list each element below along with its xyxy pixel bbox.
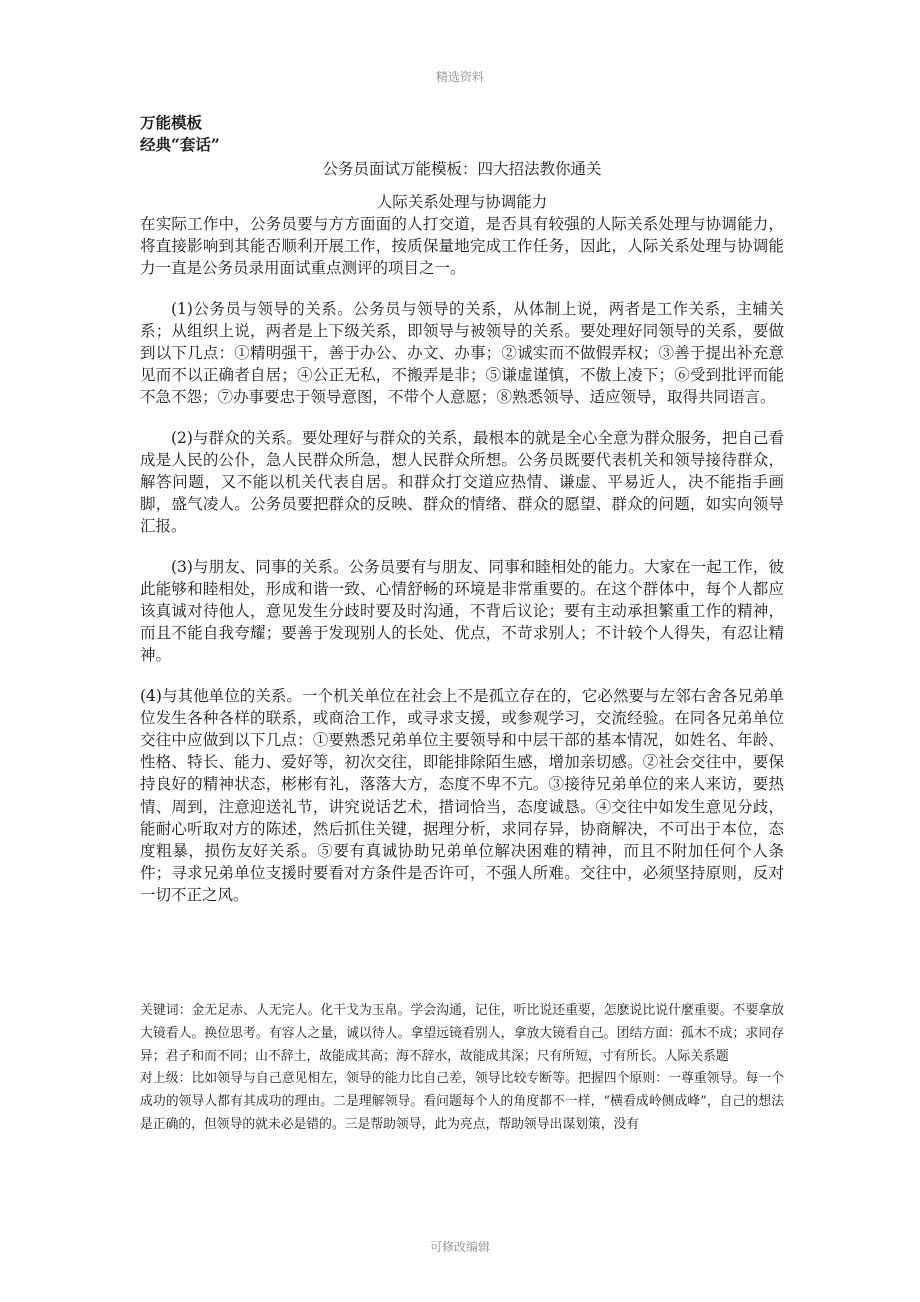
heading-template: 万能模板 xyxy=(140,113,203,132)
section-title: 人际关系处理与协调能力 xyxy=(376,193,548,211)
paragraph-other-units: (4)与其他单位的关系。一个机关单位在社会上不是孤立存在的，它必然要与左邻右舍各兄弟单位发生各种各样的联系，或商洽工作，或寻求支援，或参观学习，交流经验。在同各兄弟单位交往中应做到以下几点：①要熟悉兄弟单位主要领导和中层干部的基本情况，如姓名、年龄、性格、特长、能力、爱好等，初次交往，即能排除陌生感，增加亲切感。②社会交往中，要保持良好的精神状态，彬彬有礼，落落大方，态度不卑不亢。③接待兄弟单位的来人来访，要热情、周到，注意迎送礼节，讲究说话艺术，措词恰当，态度诚恳。④交往中如发生意见分歧，能耐心听取对方的陈述，然后抓住关键，据理分析，求同存异，协商解决，不可出于本位，态度粗暴，损伤友好关系。⑤要有真诚协助兄弟单位解决困难的精神，而且不附加任何个人条件；寻求兄弟单位支援时要看对方条件是否许可，不强人所难。交往中，必须坚持原则，反对一切不正之风。 xyxy=(140,686,784,905)
document-body xyxy=(140,112,784,907)
heading-classic-phrases: 经典“套话” xyxy=(140,135,220,154)
page-footer: 可修改编辑 xyxy=(429,1240,490,1254)
paragraph-masses: (2)与群众的关系。要处理好与群众的关系，最根本的就是全心全意为群众服务，把自己看成是人民的公仆，急人民群众所急，想人民群众所想。公务员既要代表机关和领导接待群众，解答问题，又不能以机关代表自居。和群众打交道应热情、谦虚、平易近人，决不能指手画脚，盛气凌人。公务员要把群众的反映、群众的情绪、群众的愿望、群众的问题，如实向领导汇报。 xyxy=(140,428,784,536)
superior-paragraph: 对上级：比如领导与自己意见相左，领导的能力比自己差，领导比较专断等。把握四个原则：一尊重领导。每一个成功的领导人都有其成功的理由。二是理解领导。看问题每个人的角度都不一样，“横看成岭侧成峰”，自己的想法是正确的，但领导的就未必是错的。三是帮助领导，此为亮点，帮助领导出谋划策，没有 xyxy=(140,1071,784,1132)
paragraph-colleagues: (3)与朋友、同事的关系。公务员要有与朋友、同事和睦相处的能力。大家在一起工作，彼此能够和睦相处，形成和谐一致、心情舒畅的环境是非常重要的。在这个群体中，每个人都应该真诚对待他人，意见发生分歧时要及时沟通，不背后议论；要有主动承担繁重工作的精神，而且不能自我夸耀；要善于发现别人的长处、优点，不苛求别人；不计较个人得失，有忍让精神。 xyxy=(140,557,784,665)
intro-paragraph: 在实际工作中，公务员要与方方面面的人打交道，是否具有较强的人际关系处理与协调能力，将直接影响到其能否顺利开展工作，按质保量地完成工作任务，因此，人际关系处理与协调能力一直是公务员录用面试重点测评的项目之一。 xyxy=(140,215,784,278)
document-title: 公务员面试万能模板：四大招法教你通关 xyxy=(322,160,602,178)
page-header: 精选资料 xyxy=(435,70,484,84)
keywords-paragraph: 关键词：金无足赤、人无完人。化干戈为玉帛。学会沟通，记住，听比说还重要，怎麽说比说什麼重要。不要拿放大镜看人。换位思考。有容人之量，诚以待人。拿望远镜看别人，拿放大镜看自己。团结方面：孤木不成；求同存异；君子和而不同；山不辞土，故能成其高；海不辞水，故能成其深；尺有所短，寸有所长。人际关系题 xyxy=(140,1003,784,1064)
keywords-section xyxy=(140,1000,784,1137)
paragraph-leaders: (1)公务员与领导的关系。公务员与领导的关系，从体制上说，两者是工作关系，主辅关系；从组织上说，两者是上下级关系，即领导与被领导的关系。要处理好同领导的关系，要做到以下几点：①精明强干，善于办公、办文、办事；②诚实而不做假弄权；③善于提出补充意见而不以正确者自居；④公正无私，不搬弄是非；⑤谦虚谨慎，不傲上凌下；⑥受到批评而能不急不怨；⑦办事要忠于领导意图，不带个人意愿；⑧熟悉领导、适应领导，取得共同语言。 xyxy=(140,299,784,407)
